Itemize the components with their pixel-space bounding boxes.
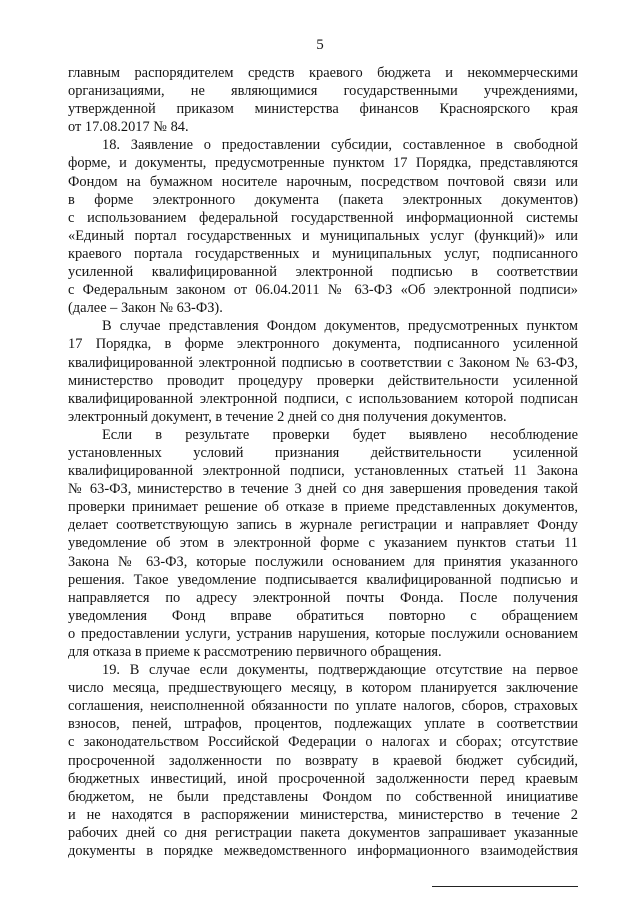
document-body — [68, 64, 578, 860]
text-line: краевого портала государственных и муниципальных услуг, подписанного — [68, 245, 578, 262]
text-line: Если в результате проверки будет выявлено несоблюдение — [102, 426, 578, 443]
text-line: уведомления Фонд вправе обратиться повторно с обращением — [68, 607, 578, 624]
text-line: соглашения, неисполненной обязанности по уплате налогов, сборов, страховых — [68, 698, 578, 715]
text-line: рабочих дней со дня регистрации пакета документов запрашивает указанные — [68, 824, 578, 841]
text-line: квалифицированной электронной подписи, с использованием которой подписан — [68, 390, 578, 407]
text-line: форме, и документы, предусмотренные пунктом 17 Порядка, представляются — [68, 155, 578, 172]
text-line: квалифицированной электронной подписью в соответствии с Законом № 63-ФЗ, — [68, 354, 578, 371]
text-line: № 63-ФЗ, министерство в течение 3 дней со дня завершения проведения такой — [68, 481, 578, 498]
text-line: проверки принимает решение об отказе в приеме представленных документов, — [68, 499, 578, 516]
text-line: от 17.08.2017 № 84. — [68, 119, 189, 136]
text-line: с законодательством Российской Федерации о налогах и сборах; отсутствие — [68, 734, 578, 751]
text-line: 19. В случае если документы, подтверждающие отсутствие на первое — [102, 662, 578, 679]
text-line: документы в порядке межведомственного информационного взаимодействия — [68, 843, 578, 860]
text-line: 18. Заявление о предоставлении субсидии, составленное в свободной — [102, 137, 578, 154]
text-line: министерство проводит процедуру проверки действительности усиленной — [68, 372, 578, 389]
text-line: с Федеральным законом от 06.04.2011 № 63-ФЗ «Об электронной подписи» — [68, 282, 578, 299]
text-line: установленных условий признания действительности усиленной — [68, 444, 578, 461]
text-line: в форме электронного документа (пакета электронных документов) — [68, 191, 578, 208]
text-line: бюджетом, не были представлены Фондом по собственной инициативе — [68, 788, 578, 805]
text-line: квалифицированной электронной подписи, установленных статьей 11 Закона — [68, 463, 578, 480]
text-line: бюджетных инвестиций, иной просроченной задолженности перед краевым — [68, 770, 578, 787]
text-line: просроченной задолженности по возврату в краевой бюджет субсидий, — [68, 752, 578, 769]
text-line: с использованием федеральной государственной информационной системы — [68, 209, 578, 226]
footer-divider — [432, 886, 578, 887]
text-line: направляется по адресу электронной почты Фонда. После получения — [68, 589, 578, 606]
text-line: Фондом на бумажном носителе нарочным, посредством почтовой связи или — [68, 173, 578, 190]
text-line: утвержденной приказом министерства финансов Красноярского края — [68, 101, 578, 118]
text-line: уведомление об этом в электронной форме с указанием пунктов статьи 11 — [68, 535, 578, 552]
text-line: усиленной квалифицированной электронной подписью в соответствии — [68, 264, 578, 281]
page-number: 5 — [316, 37, 324, 53]
text-line: 17 Порядка, в форме электронного документа, подписанного усиленной — [68, 336, 578, 353]
text-line: организациями, не являющимися государственными учреждениями, — [68, 83, 578, 100]
text-line: решения. Такое уведомление подписывается квалифицированной подписью и — [68, 571, 578, 588]
text-line: делает соответствующую запись в журнале регистрации и направляет Фонду — [68, 517, 578, 534]
text-line: В случае представления Фондом документов, предусмотренных пунктом — [102, 318, 578, 335]
text-line: и не находятся в распоряжении министерства, министерство в течение 2 — [68, 806, 578, 823]
text-line: для отказа в приеме к рассмотрению первичного обращения. — [68, 644, 442, 660]
text-line: «Единый портал государственных и муниципальных услуг (функций)» или — [68, 227, 578, 244]
text-line: электронный документ, в течение 2 дней со дня получения документов. — [68, 408, 507, 425]
text-line: главным распорядителем средств краевого бюджета и некоммерческими — [68, 65, 578, 81]
text-line: о предоставлении услуги, устранив нарушения, которые послужили основанием — [68, 625, 578, 642]
text-line: Закона № 63-ФЗ, которые послужили основанием для принятия указанного — [68, 553, 578, 570]
text-line: взносов, пеней, штрафов, процентов, подлежащих уплате в соответствии — [68, 716, 578, 733]
text-line: (далее – Закон № 63-ФЗ). — [68, 300, 223, 317]
text-line: число месяца, предшествующего месяцу, в котором планируется заключение — [68, 680, 578, 697]
